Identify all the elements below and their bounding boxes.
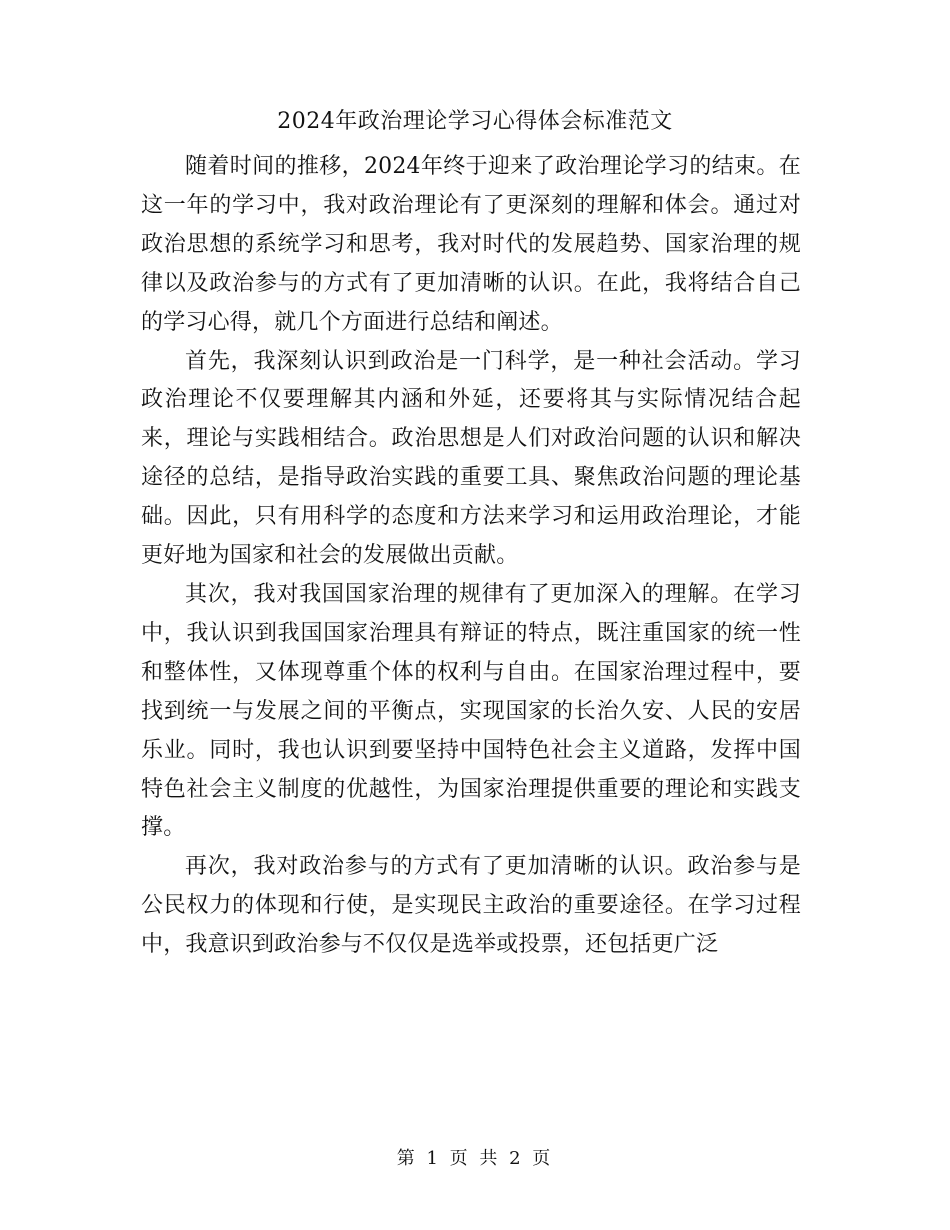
paragraph-1: 随着时间的推移，2024年终于迎来了政治理论学习的结束。在这一年的学习中，我对政治理论有了更深刻的理解和体会。通过对政治思想的系统学习和思考，我对时代的发展趋势、国家治理的规律以及政治参与的方式有了更加清晰的认识。在此，我将结合自己的学习心得，就几个方面进行总结和阐述。: [141, 154, 801, 335]
paragraph-2: 首先，我深刻认识到政治是一门科学，是一种社会活动。学习政治理论不仅要理解其内涵和外延，还要将其与实际情况结合起来，理论与实践相结合。政治思想是人们对政治问题的认识和解决途径的总结，是指导政治实践的重要工具、聚焦政治问题的理论基础。因此，只有用科学的态度和方法来学习和运用政治理论，才能更好地为国家和社会的发展做出贡献。: [141, 348, 801, 569]
document-title: 2024年政治理论学习心得体会标准范文: [277, 109, 673, 134]
paragraph-3: 其次，我对我国国家治理的规律有了更加深入的理解。在学习中，我认识到我国国家治理具有辩证的特点，既注重国家的统一性和整体性，又体现尊重个体的权利与自由。在国家治理过程中，要找到统一与发展之间的平衡点，实现国家的长治久安、人民的安居乐业。同时，我也认识到要坚持中国特色社会主义道路，发挥中国特色社会主义制度的优越性，为国家治理提供重要的理论和实践支撑。: [141, 581, 801, 841]
document-body: [141, 148, 801, 965]
paragraph-4: 再次，我对政治参与的方式有了更加清晰的认识。政治参与是公民权力的体现和行使，是实现民主政治的重要途径。在学习过程中，我意识到政治参与不仅仅是选举或投票，还包括更广泛: [141, 854, 801, 958]
page-number-footer: 第 1 页 共 2 页: [396, 1148, 554, 1169]
